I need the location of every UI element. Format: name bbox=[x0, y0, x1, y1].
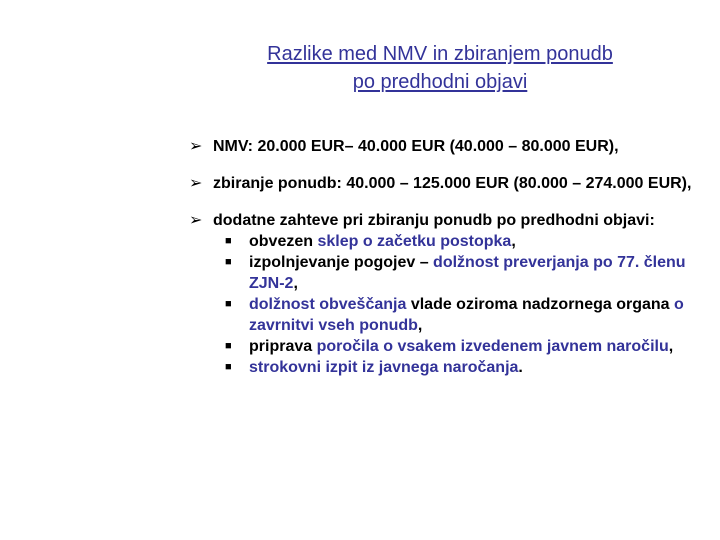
sub-text: . bbox=[518, 359, 523, 376]
bullet-list bbox=[189, 136, 709, 394]
sub-item-pogoji bbox=[213, 252, 709, 294]
sub-highlight: dolžnost preverjanja po 77. členu ZJN-2 bbox=[249, 254, 686, 292]
sub-text: obvezen bbox=[249, 233, 318, 250]
sub-text: vlade oziroma nadzornega organa bbox=[406, 296, 674, 313]
bullet-item-dodatne-zahteve bbox=[189, 210, 709, 378]
sub-text: , bbox=[417, 317, 423, 334]
sub-highlight: poročila o vsakem izvedenem javnem naročilu bbox=[316, 338, 669, 355]
sub-item-izpit bbox=[213, 357, 709, 378]
sub-text: , bbox=[511, 233, 516, 250]
sub-text: priprava bbox=[249, 338, 317, 355]
arrowhead-bullet-icon: ➢ bbox=[189, 175, 203, 192]
sub-highlight: dolžnost obveščanja bbox=[249, 296, 407, 313]
slide-title bbox=[200, 40, 680, 96]
arrowhead-bullet-icon: ➢ bbox=[189, 212, 203, 229]
bullet-item-nmv bbox=[189, 136, 709, 157]
square-bullet-icon: ■ bbox=[225, 361, 232, 373]
slide-title-line-1: Razlike med NMV in zbiranjem ponudb bbox=[267, 43, 613, 65]
sub-highlight: o zavrnitvi vseh ponudb bbox=[249, 296, 684, 334]
sub-item-sklep bbox=[213, 231, 709, 252]
sub-text: , bbox=[293, 275, 298, 292]
slide-title-line-2: po predhodni objavi bbox=[352, 71, 528, 93]
sub-text: , bbox=[668, 338, 674, 355]
sub-highlight: strokovni izpit iz javnega naročanja bbox=[249, 359, 519, 376]
bullet-item-zbiranje bbox=[189, 173, 709, 194]
square-bullet-icon: ■ bbox=[225, 298, 232, 310]
sub-bullet-list bbox=[213, 231, 709, 378]
square-bullet-icon: ■ bbox=[225, 235, 232, 247]
sub-item-obvescanje bbox=[213, 294, 709, 336]
sub-highlight: sklep o začetku postopka bbox=[317, 233, 512, 250]
sub-text: izpolnjevanje pogojev – bbox=[249, 254, 434, 271]
arrowhead-bullet-icon: ➢ bbox=[189, 138, 203, 155]
sub-item-porocilo bbox=[213, 336, 709, 357]
bullet-text: NMV: 20.000 EUR– 40.000 EUR (40.000 – 80.000 EUR), bbox=[213, 138, 619, 155]
square-bullet-icon: ■ bbox=[225, 256, 232, 268]
bullet-text: zbiranje ponudb: 40.000 – 125.000 EUR (80.000 – 274.000 EUR), bbox=[213, 175, 692, 192]
square-bullet-icon: ■ bbox=[225, 340, 232, 352]
bullet-text: dodatne zahteve pri zbiranju ponudb po predhodni objavi: bbox=[213, 212, 655, 229]
